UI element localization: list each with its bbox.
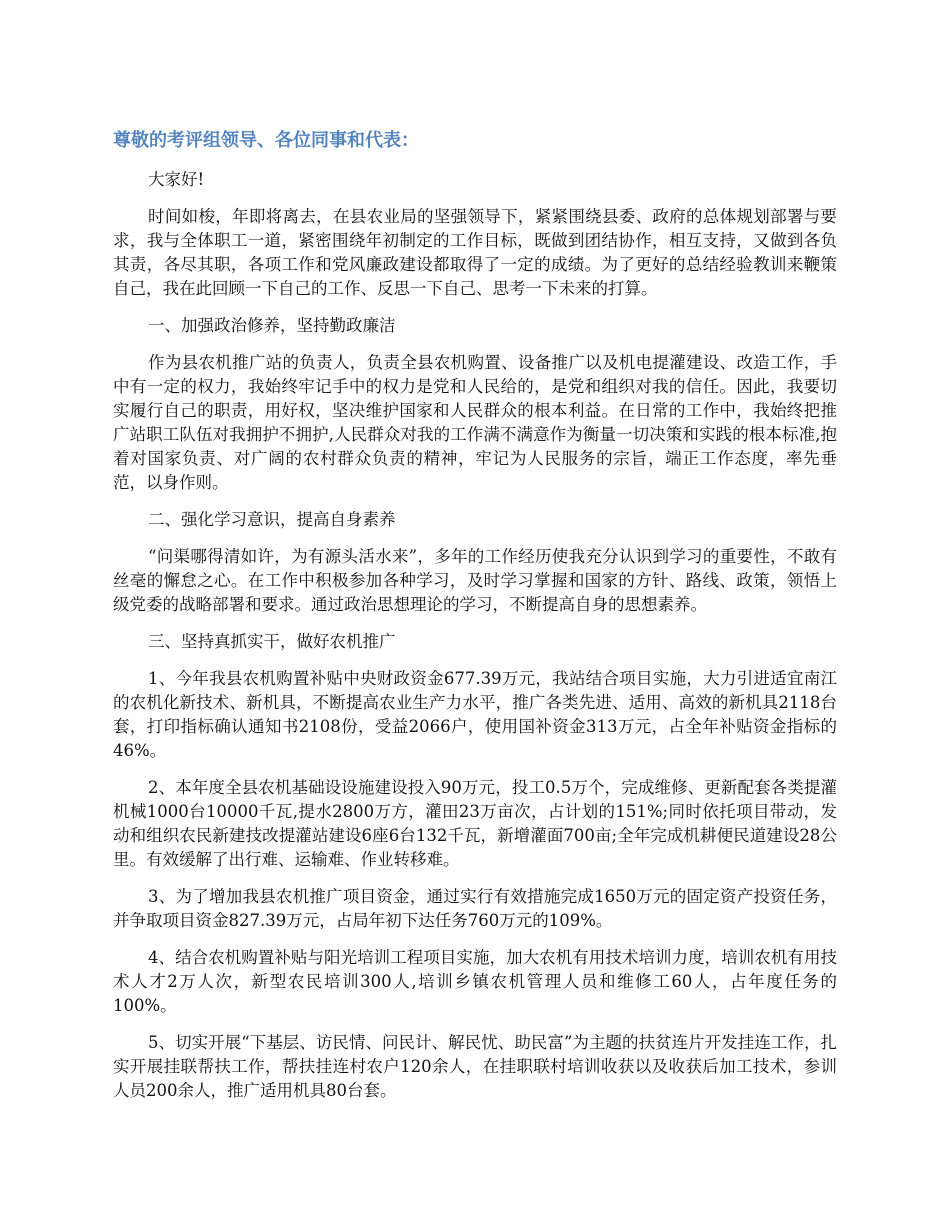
- document-heading: 尊敬的考评组领导、各位同事和代表：: [113, 130, 419, 151]
- paragraph-section-2: “问渠哪得清如许，为有源头活水来”，多年的工作经历使我充分认识到学习的重要性，不敢有丝毫的懈怠之心。在工作中积极参加各种学习，及时学习掌握和国家的方针、路线、政策，领悟上级党委的战略部署和要求。通过政治思想理论的学习，不断提高自身的思想素养。: [113, 547, 837, 614]
- list-item-4: 4、结合农机购置补贴与阳光培训工程项目实施，加大农机有用技术培训力度，培训农机有用技术人才2万人次，新型农民培训300人,培训乡镇农机管理人员和维修工60人，占年度任务的100%。: [113, 948, 837, 1015]
- section-heading-2: 二、强化学习意识，提高自身素养: [148, 510, 396, 529]
- paragraph-section-1: 作为县农机推广站的负责人，负责全县农机购置、设备推广以及机电提灌建设、改造工作，手中有一定的权力，我始终牢记手中的权力是党和人民给的，是党和组织对我的信任。因此，我要切实履行自己的职责，用好权，坚决维护国家和人民群众的根本利益。在日常的工作中，我始终把推广站职工队伍对我拥护不拥护,人民群众对我的工作满不满意作为衡量一切决策和实践的根本标准,抱着对国家负责、对广阔的农村群众负责的精神，牢记为人民服务的宗旨，端正工作态度，率先垂范，以身作则。: [113, 353, 837, 492]
- list-item-2: 2、本年度全县农机基础设设施建设投入90万元，投工0.5万个，完成维修、更新配套各类提灌机械1000台10000千瓦,提水2800万方，灌田23万亩次，占计划的151%;同时依托项目带动，发动和组织农民新建技改提灌站建设6座6台132千瓦，新增灌面700亩;全年完成机耕便民道建设28公里。有效缓解了出行难、运输难、作业转移难。: [113, 778, 837, 869]
- paragraph-greeting: 大家好!: [148, 170, 205, 189]
- list-item-1: 1、今年我县农机购置补贴中央财政资金677.39万元，我站结合项目实施，大力引进适宜南江的农机化新技术、新机具，不断提高农业生产力水平，推广各类先进、适用、高效的新机具2118台套，打印指标确认通知书2108份，受益2066户，使用国补资金313万元，占全年补贴资金指标的46%。: [113, 669, 837, 760]
- document-page: [113, 128, 837, 1116]
- paragraph-intro: 时间如梭，年即将离去，在县农业局的坚强领导下，紧紧围绕县委、政府的总体规划部署与要求，我与全体职工一道，紧密围绕年初制定的工作目标，既做到团结协作，相互支持，又做到各负其责，各尽其职，各项工作和党风廉政建设都取得了一定的成绩。为了更好的总结经验教训来鞭策自己，我在此回顾一下自己的工作、反思一下自己、思考一下未来的打算。: [113, 207, 837, 298]
- section-heading-3: 三、坚持真抓实干，做好农机推广: [148, 632, 396, 651]
- section-heading-1: 一、加强政治修养，坚持勤政廉洁: [148, 316, 396, 335]
- list-item-3: 3、为了增加我县农机推广项目资金，通过实行有效措施完成1650万元的固定资产投资任务，并争取项目资金827.39万元，占局年初下达任务760万元的109%。: [113, 887, 837, 930]
- list-item-5: 5、切实开展“下基层、访民情、问民计、解民忧、助民富”为主题的扶贫连片开发挂连工作，扎实开展挂联帮扶工作，帮扶挂连村农户120余人，在挂职联村培训收获以及收获后加工技术，参训人员200余人，推广适用机具80台套。: [113, 1033, 837, 1100]
